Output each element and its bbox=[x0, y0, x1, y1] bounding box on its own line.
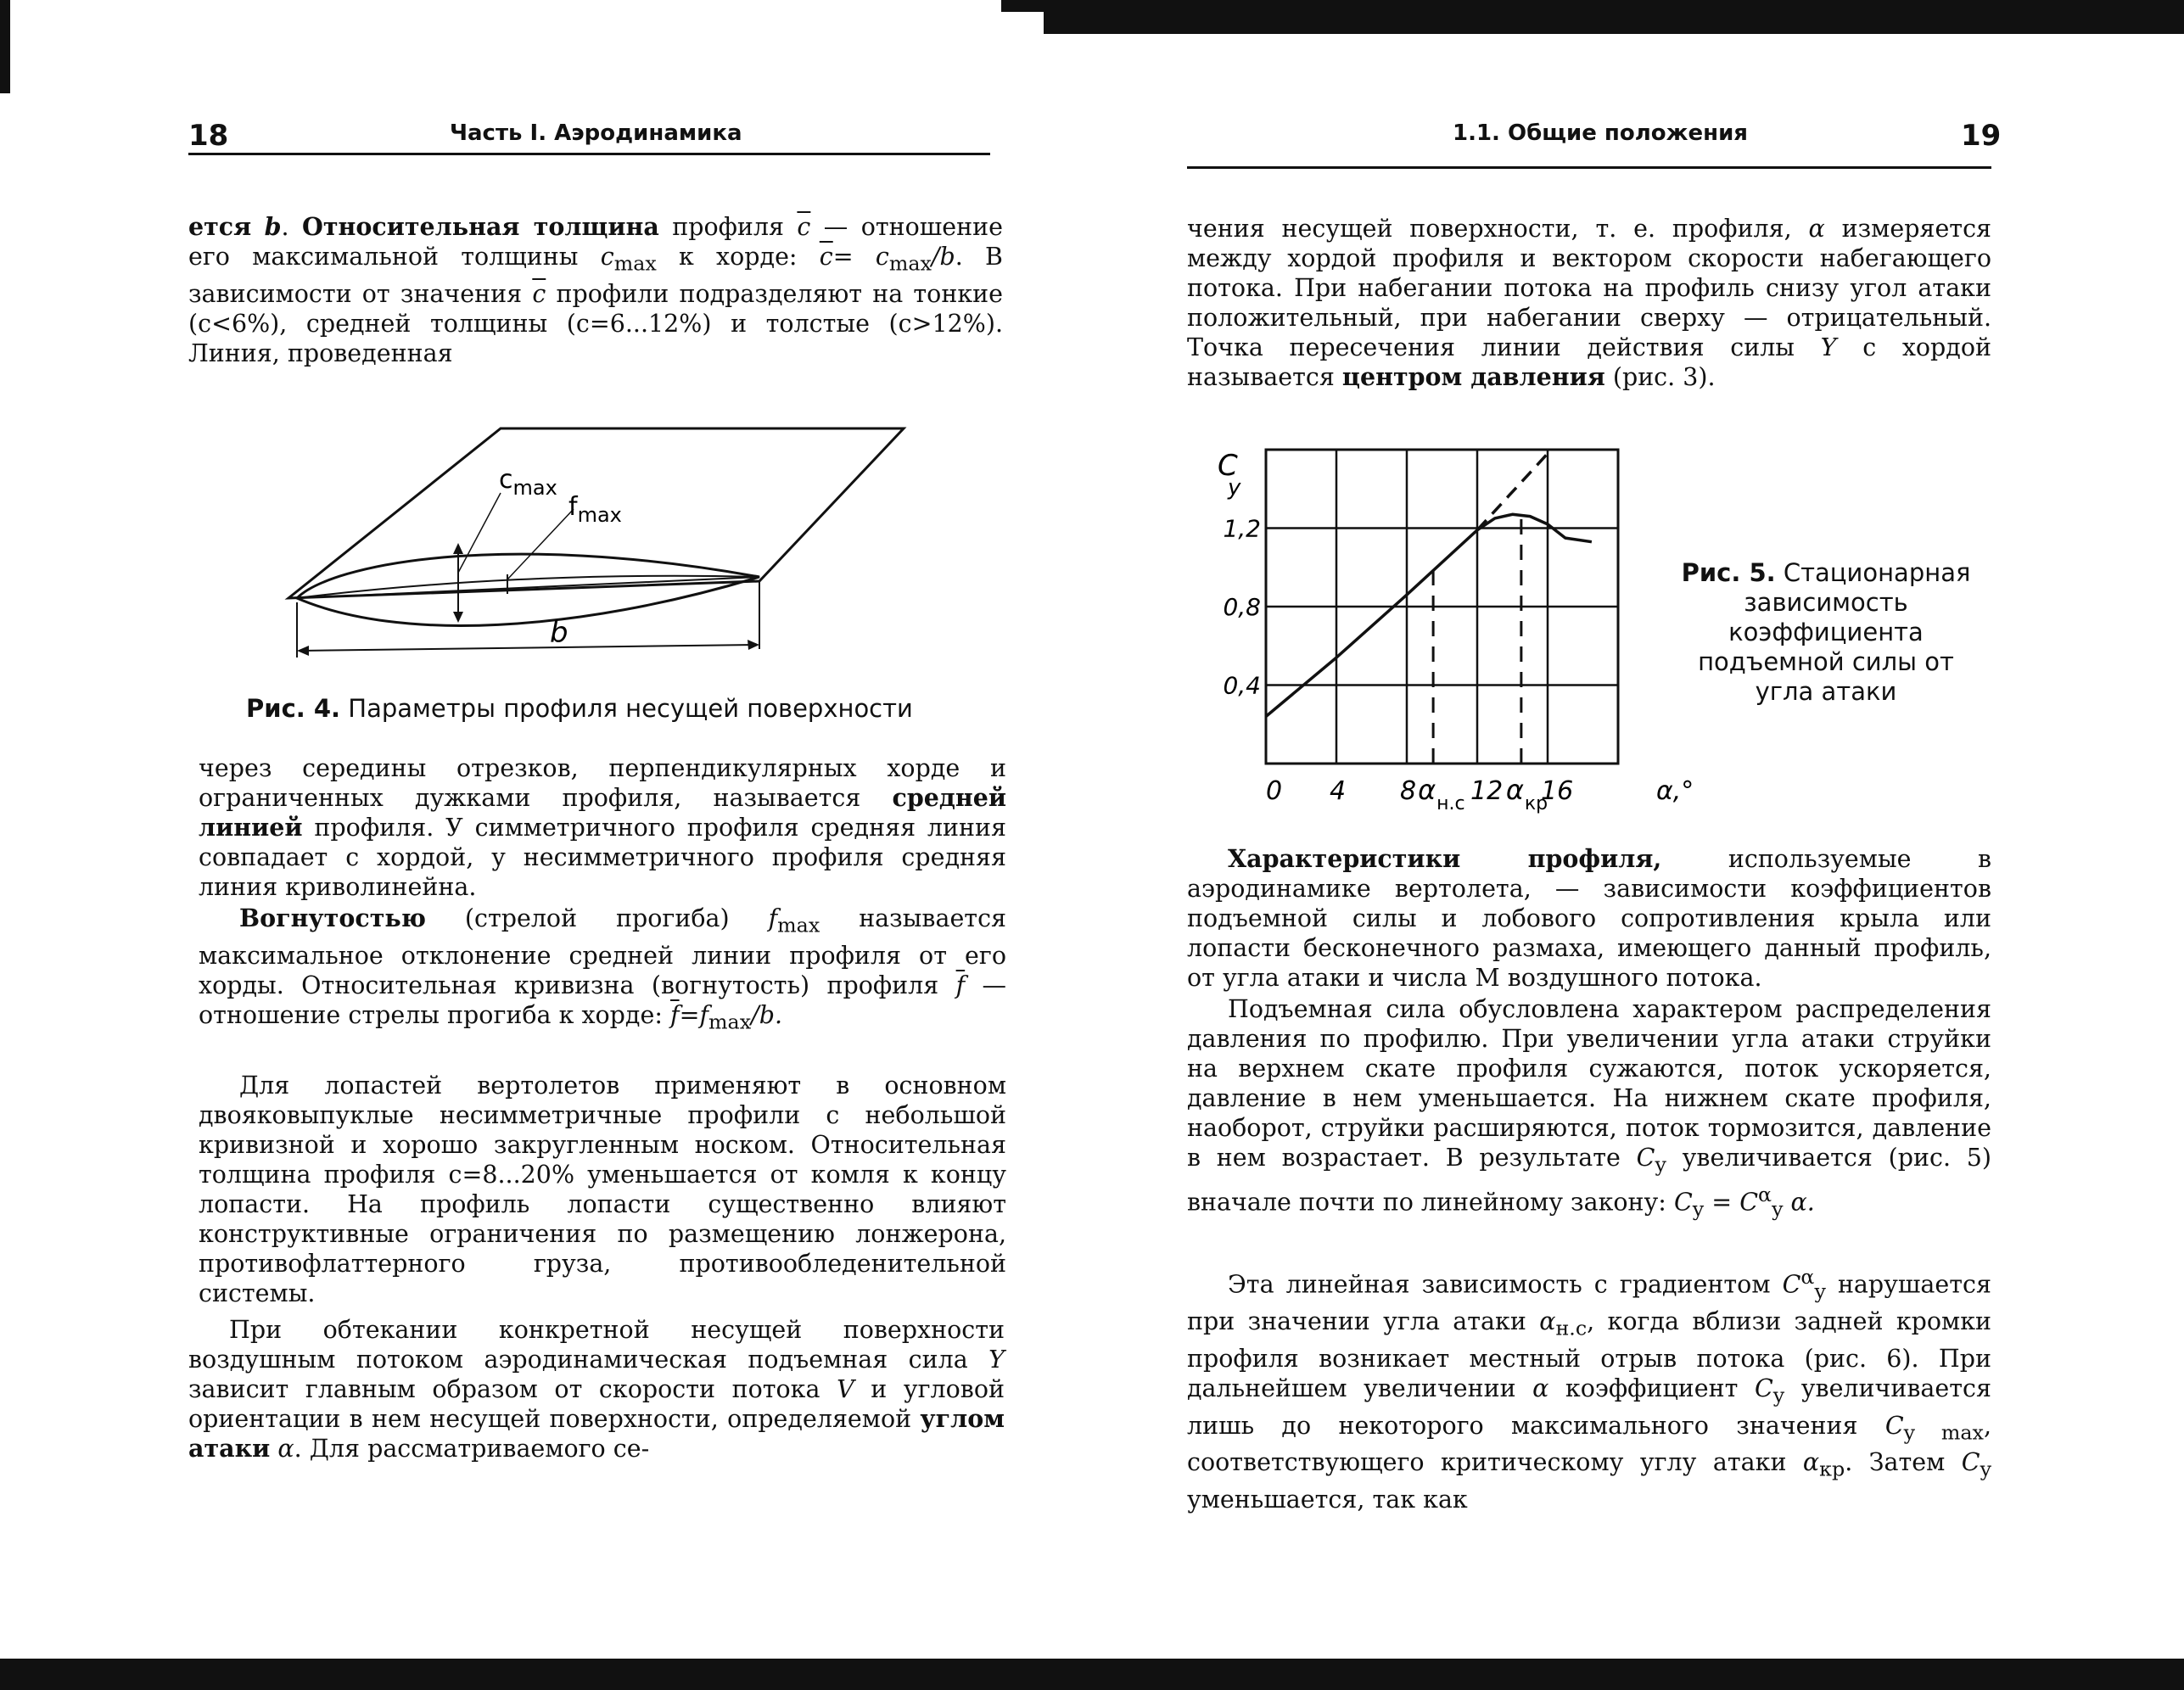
running-head: Часть I. Аэродинамика bbox=[450, 120, 742, 146]
top-paragraph: ется b. Относительная толщина профиля $\overline{c}$ — отношение его максимальной толщины $c_{max}$ к хорде: $\overline{c}= c_{max}/b$. В зависимости от значения $\overline{c}$ профили подразделяют на тонкие (c<6%), средней толщины (c=6...12%) и толстые (c>12%). Линия, проведенная bbox=[188, 212, 1004, 367]
header-rule bbox=[1187, 166, 1991, 169]
y-tick-label: 0,8 bbox=[1223, 593, 1261, 621]
airfoil-figure bbox=[280, 420, 925, 674]
series-line-cy bbox=[1266, 514, 1592, 716]
paragraph-lift-force: При обтекании конкретной несущей поверхности воздушным потоком аэродинамическая подъемная сила Y зависит главным образом от скорости потока V и угловой ориентации в нем несущей поверхности, определяемой углом атаки α. Для рассматриваемого се- bbox=[188, 1316, 1005, 1463]
fmax-leader bbox=[507, 509, 574, 579]
paragraph-camber: Вогнутостью (стрелой прогиба) $f_{max}$ называется максимальное отклонение средней линии профиля от его хорды. Относительная кривизна (вогнутость) профиля $\overline{f}$ — отношение стрелы прогиба к хорде: $\overline{f}=f_{max}/b$. bbox=[199, 904, 1007, 1034]
x-tick-label: 16 bbox=[1541, 776, 1574, 806]
paragraph-angle-of-attack: чения несущей поверхности, т. е. профиля, α измеряется между хордой профиля и вектором скорости набегающего потока. При набегании потока на профиль снизу угол атаки положительный, при набегании сверху — отрицательный. Точка пересечения линии действия силы Y с хордой называется центром давления (рис. 3). bbox=[1187, 215, 1992, 391]
page-number: 19 bbox=[1961, 119, 2002, 153]
paragraph-stall: Эта линейная зависимость с градиентом $C^\alpha_y$ нарушается при значении угла атаки $\alpha_{н.с}$, когда вблизи задней кромки профиля возникает местный отрыв потока (рис. 6). При дальнейшем увеличении α коэффициент $C_y$ увеличивается лишь до некоторого максимального значения $C_{y max}$, соответствующего критическому углу атаки $\alpha_{кр}$. Затем $C_y$ уменьшается, так как bbox=[1187, 1265, 1992, 1514]
paragraph-pressure-distribution: Подъемная сила обусловлена характером распределения давления по профилю. При увеличении угла атаки струйки на верхнем скате профиля сужаются, поток ускоряется, давление в нем уменьшается. На нижнем скате профиля, наоборот, струйки расширяются, поток тормозится, давление в нем возрастает. В результате $C_y$ увеличивается (рис. 5) вначале почти по линейному закону: $C_y = C^\alpha_y$ α. bbox=[1187, 995, 1992, 1221]
page-number: 18 bbox=[188, 119, 229, 153]
y-axis-label: C bbox=[1218, 449, 1238, 483]
cmax-leader bbox=[458, 493, 501, 573]
chart-series bbox=[1266, 454, 1592, 717]
running-head: 1.1. Общие положения bbox=[1453, 120, 1749, 146]
chart-labels bbox=[1218, 449, 1694, 814]
header-rule bbox=[188, 153, 990, 155]
y-tick-label: 0,4 bbox=[1223, 671, 1261, 700]
y-axis-label-sub: y bbox=[1228, 475, 1241, 501]
x-axis-label: α,° bbox=[1656, 776, 1694, 806]
label-fmax: $f_{max}$ bbox=[568, 492, 622, 527]
x-tick-label: 12 bbox=[1470, 776, 1504, 806]
x-tick-label: 8 bbox=[1400, 776, 1417, 806]
marker-label: α bbox=[1505, 774, 1524, 806]
marker-label: α bbox=[1418, 774, 1436, 806]
marker-label-sub: кр bbox=[1524, 793, 1548, 814]
chord-dimension-line bbox=[300, 645, 756, 651]
label-cmax: $c_{max}$ bbox=[499, 465, 557, 500]
paragraph-mean-line: через середины отрезков, перпендикулярных хорде и ограниченных дужками профиля, называется средней линией профиля. У симметричного профиля средняя линия совпадает с хордой, у несимметричного профиля средняя линия криволинейна. bbox=[199, 754, 1007, 901]
figure-4-caption: Рис. 4. Параметры профиля несущей поверхности bbox=[246, 694, 913, 723]
chart-grid bbox=[1266, 450, 1618, 764]
x-tick-label: 0 bbox=[1266, 776, 1283, 806]
y-tick-label: 1,2 bbox=[1223, 514, 1261, 543]
paragraph-profile-characteristics: Характеристики профиля, используемые в аэродинамике вертолета, — зависимости коэффициентов подъемной силы и лобового сопротивления крыла или лопасти бесконечного размаха, имеющего данный профиль, от угла атаки и числа М воздушного потока. bbox=[1187, 844, 1992, 992]
right-page bbox=[1092, 0, 2184, 1690]
figure-5-caption: Рис. 5. Стационарная зависимость коэффициента подъемной силы от угла атаки bbox=[1681, 558, 1971, 706]
x-tick-label: 4 bbox=[1330, 776, 1347, 806]
paragraph-blade-profiles: Для лопастей вертолетов применяют в основном двояковыпуклые несимметричные профили с небольшой кривизной и хорошо закругленным носком. Относительная толщина профиля c=8...20% уменьшается от комля к концу лопасти. На профиль лопасти существенно влияют конструктивные ограничения по размещению лонжерона, противофлаттерного груза, противообледенительной системы. bbox=[199, 1072, 1006, 1307]
marker-label-sub: н.с bbox=[1436, 793, 1465, 814]
label-b: b bbox=[550, 616, 568, 650]
